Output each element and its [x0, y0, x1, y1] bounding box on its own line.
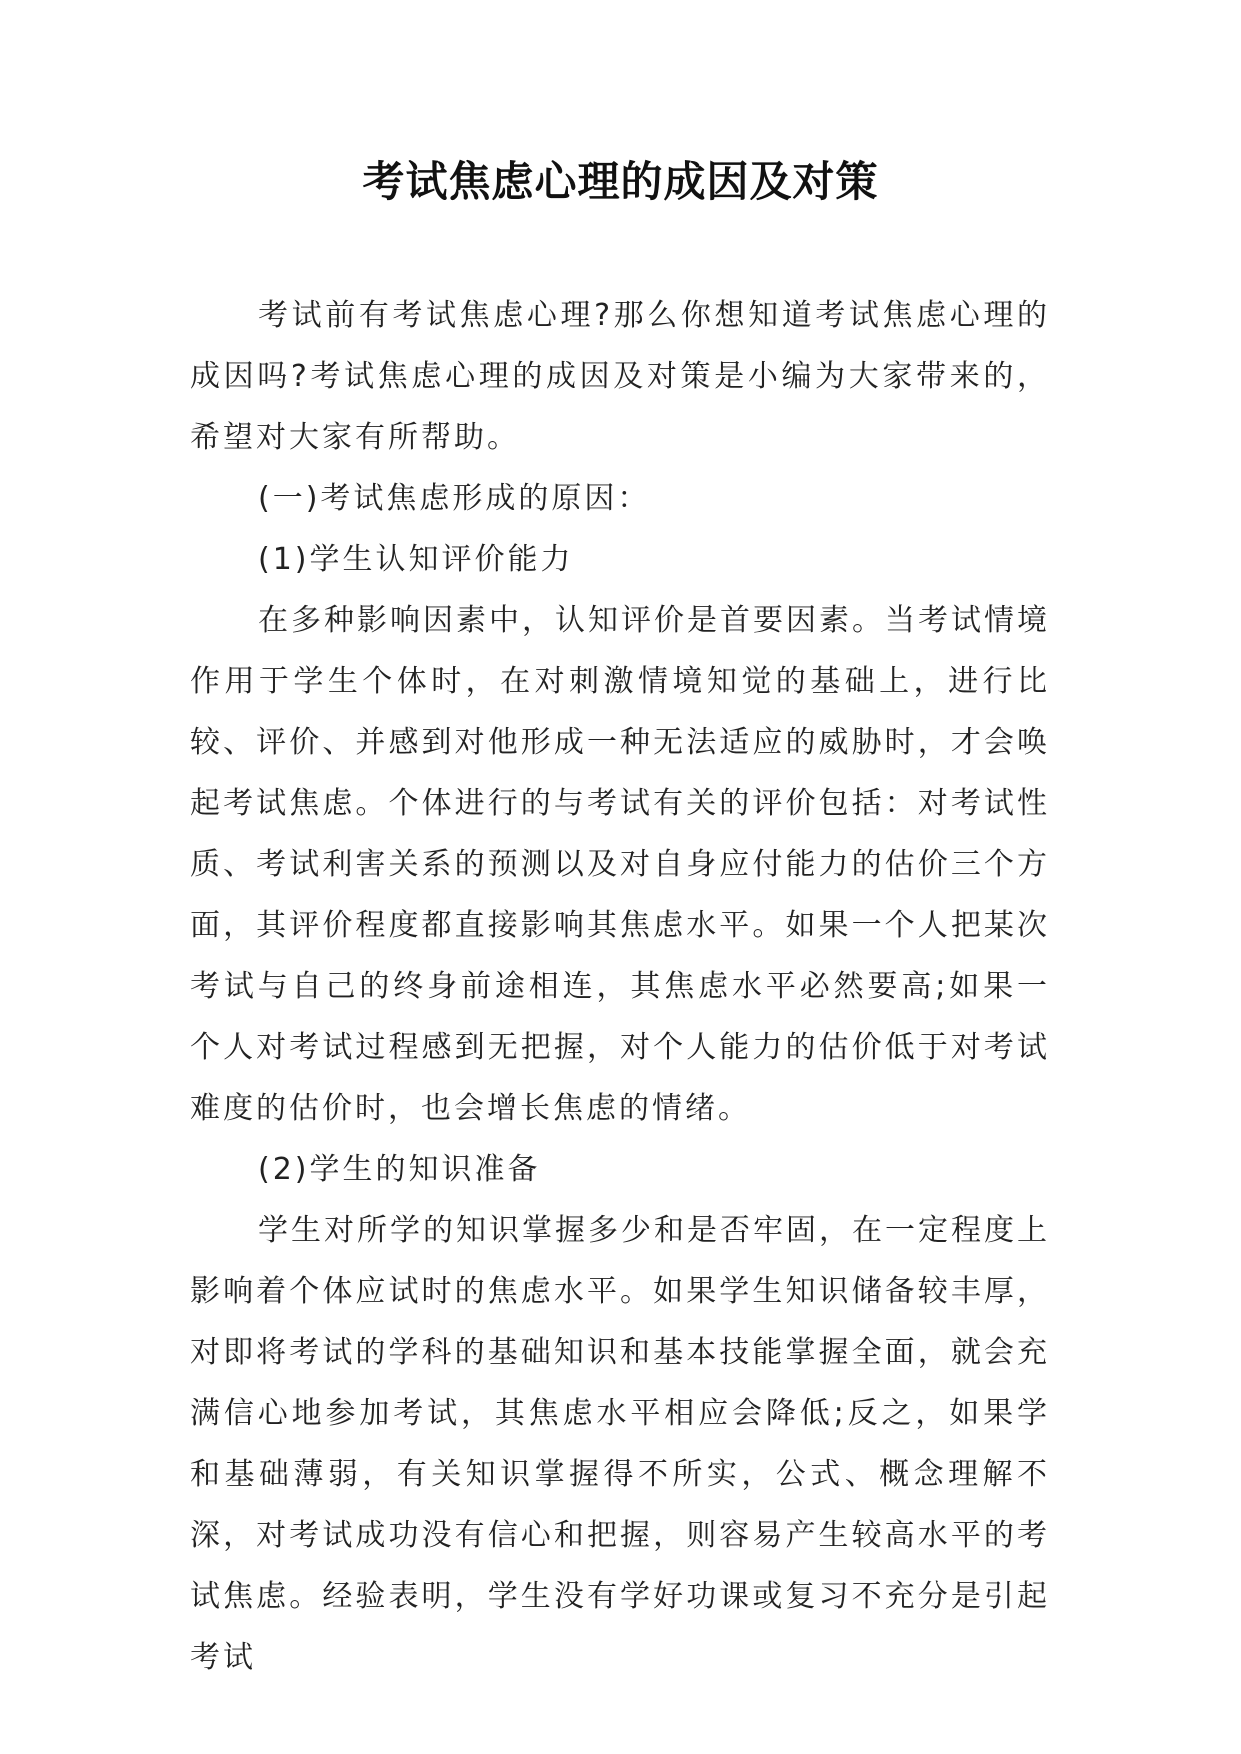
- paragraph-cognitive-evaluation: 在多种影响因素中，认知评价是首要因素。当考试情境作用于学生个体时，在对刺激情境知觉的基础上，进行比较、评价、并感到对他形成一种无法适应的威胁时，才会唤起考试焦虑。个体进行的与考试有关的评价包括：对考试性质、考试利害关系的预测以及对自身应付能力的估价三个方面，其评价程度都直接影响其焦虑水平。如果一个人把某次考试与自己的终身前途相连，其焦虑水平必然要高;如果一个人对考试过程感到无把握，对个人能力的估价低于对考试难度的估价时，也会增长焦虑的情绪。: [190, 603, 1050, 1126]
- document-title: 考试焦虑心理的成因及对策: [362, 157, 879, 206]
- document-body: [190, 285, 1050, 1688]
- paragraph-intro: 考试前有考试焦虑心理?那么你想知道考试焦虑心理的成因吗?考试焦虑心理的成因及对策是小编为大家带来的，希望对大家有所帮助。: [190, 298, 1050, 455]
- subheading-knowledge-preparation: (2)学生的知识准备: [258, 1152, 541, 1187]
- heading-causes: (一)考试焦虑形成的原因：: [258, 481, 651, 516]
- subheading-cognitive-evaluation: (1)学生认知评价能力: [258, 542, 574, 577]
- paragraph-knowledge-preparation: 学生对所学的知识掌握多少和是否牢固，在一定程度上影响着个体应试时的焦虑水平。如果学生知识储备较丰厚，对即将考试的学科的基础知识和基本技能掌握全面，就会充满信心地参加考试，其焦虑水平相应会降低;反之，如果学和基础薄弱，有关知识掌握得不所实，公式、概念理解不深，对考试成功没有信心和把握，则容易产生较高水平的考试焦虑。经验表明，学生没有学好功课或复习不充分是引起考试: [190, 1213, 1050, 1675]
